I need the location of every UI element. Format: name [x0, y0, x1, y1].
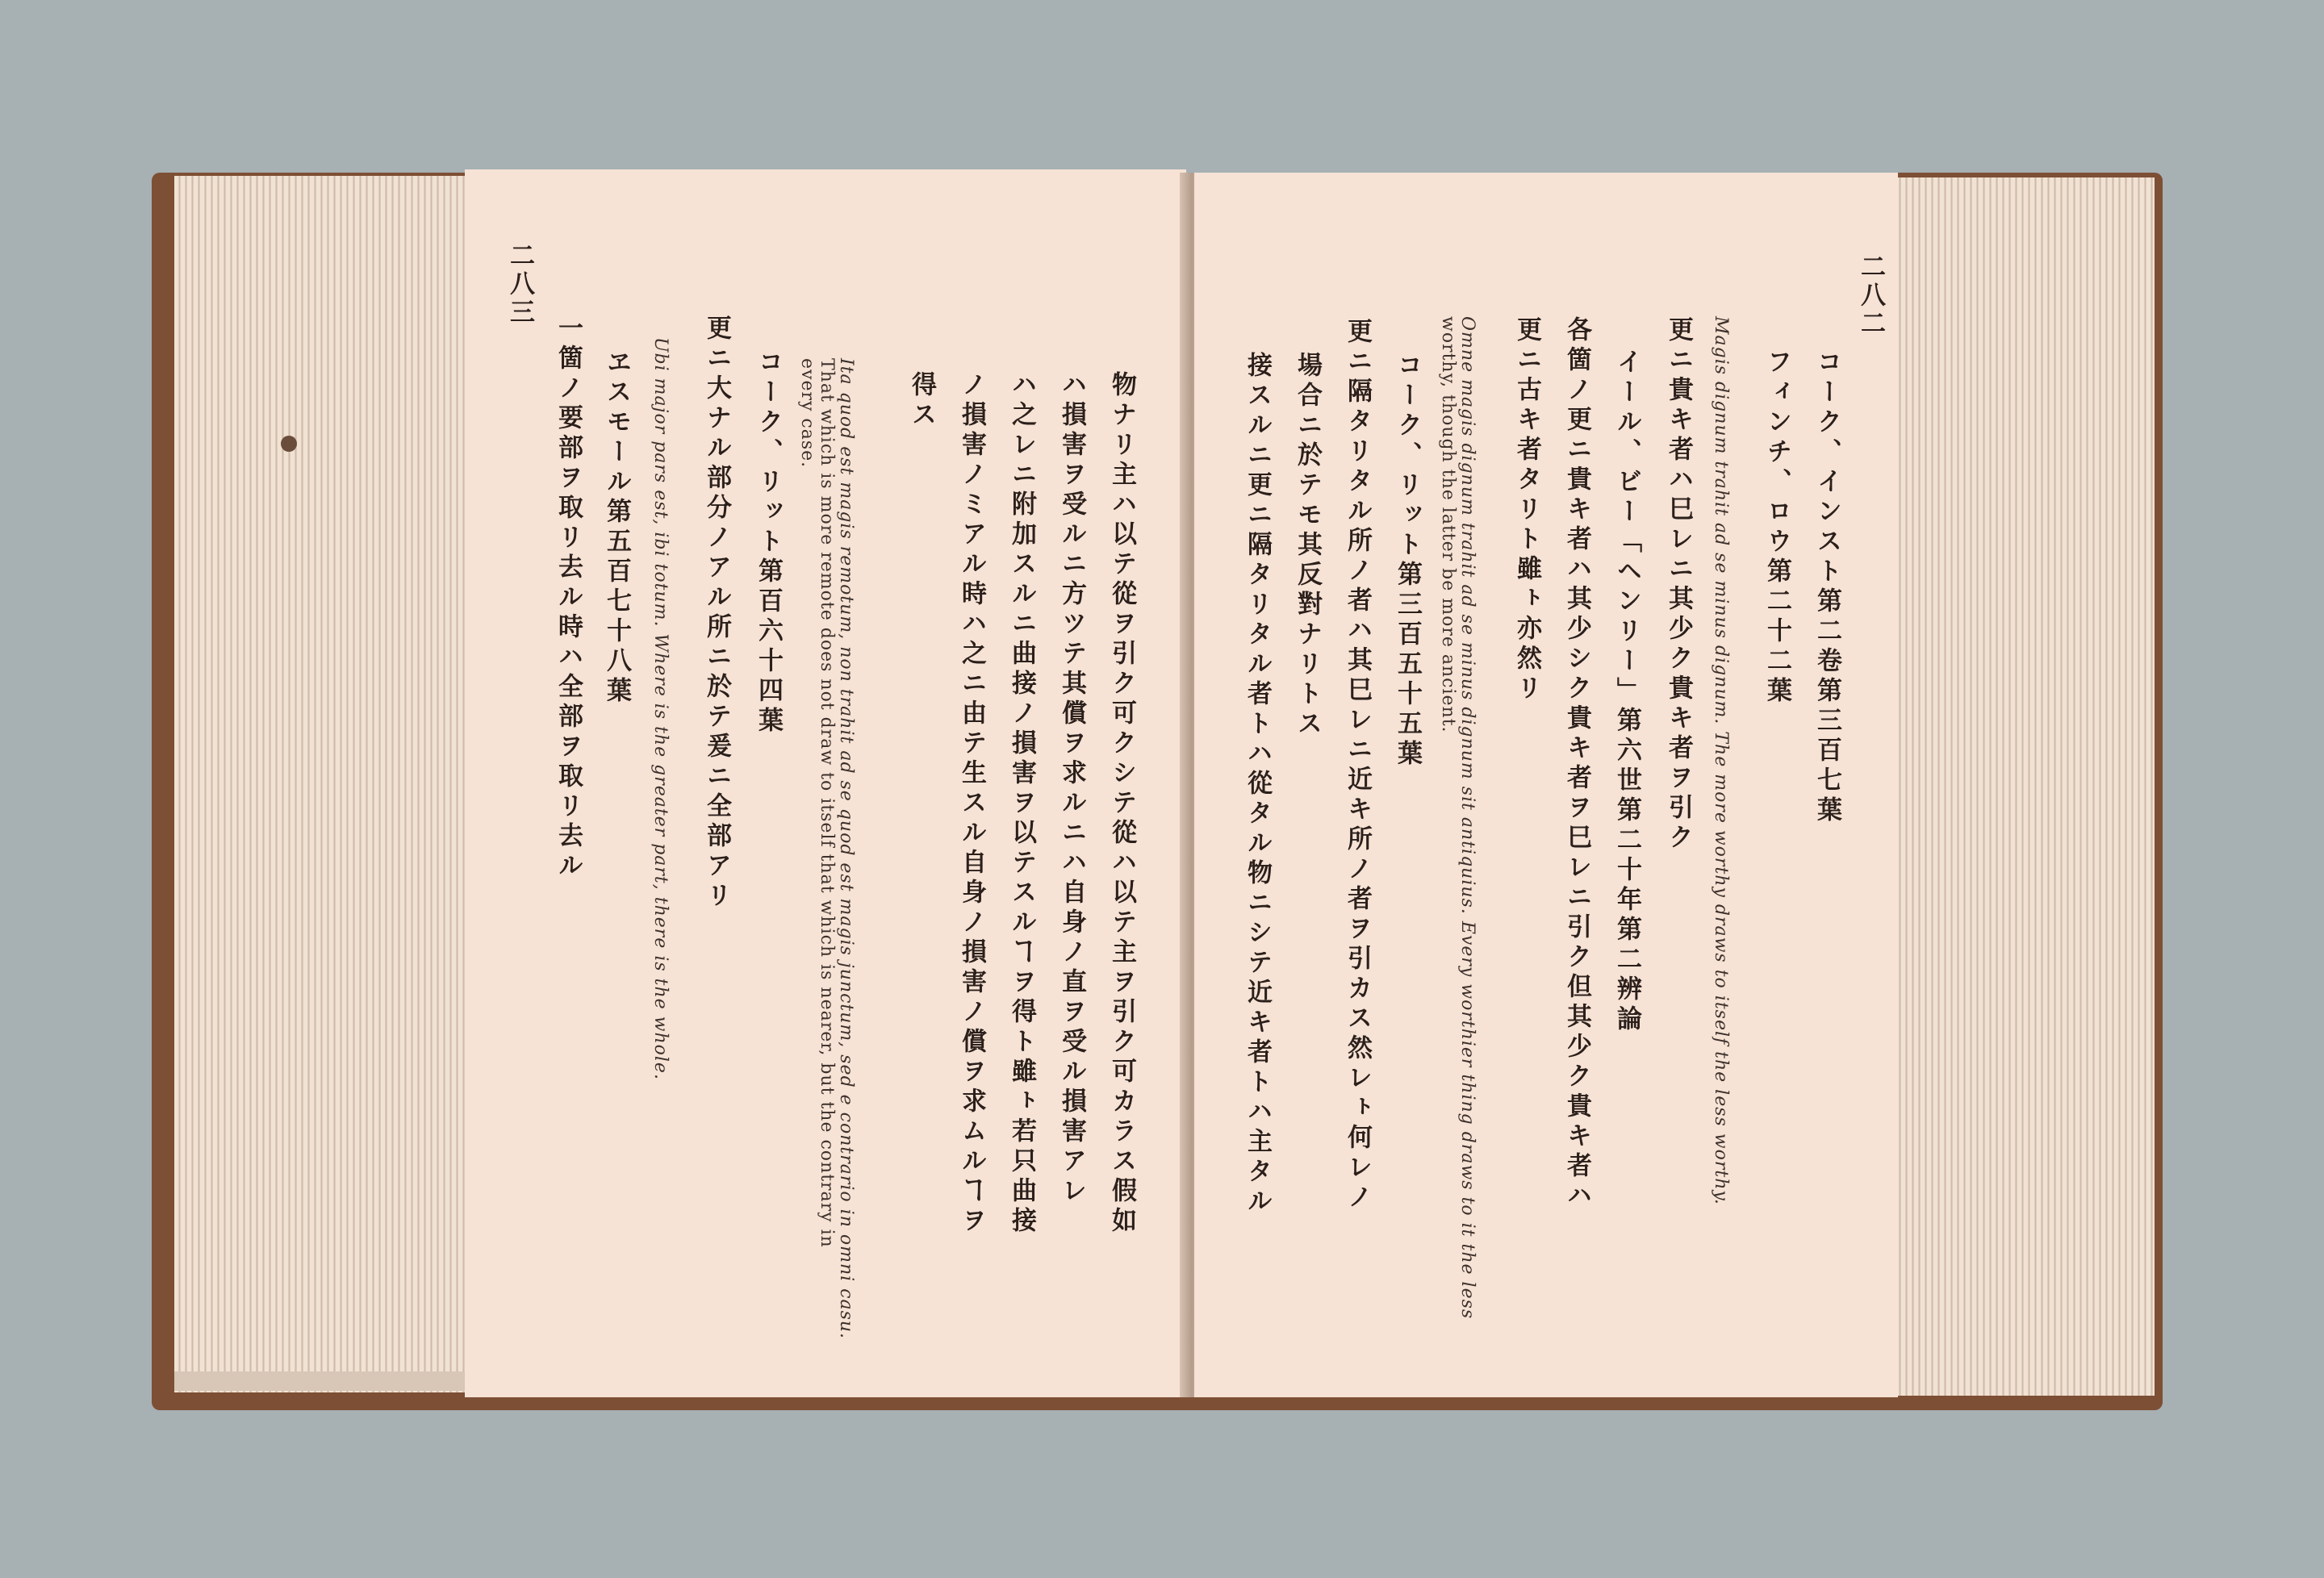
- left-col-1: 一箇ノ要部ヲ取リ去ル時ハ全部ヲ取リ去ル: [554, 315, 583, 882]
- right-page-edges: [1888, 177, 2155, 1396]
- left-page-number: 二八三: [505, 242, 534, 327]
- right-col-3: Magis dignum trahit ad se minus dignum. The more worthy draws to itself the less worthy.: [1711, 316, 1731, 1205]
- left-col-3: Ubi major pars est, ibi totum. Where is the greater part, there is the whole.: [650, 337, 671, 1080]
- right-col-6: 各箇ノ更ニ貴キ者ハ其少シク貴キ者ヲ巳レニ引ク但其少ク貴キ者ハ: [1562, 316, 1591, 1212]
- left-col-2: ヱスモール第五百七十八葉: [602, 349, 631, 707]
- left-col-6: every case.: [797, 358, 817, 469]
- right-col-7: 更ニ古キ者タリト雖ㇳ亦然リ: [1512, 316, 1541, 704]
- right-col-13: 接スルニ更ニ隔タリタル者トハ從タル物ニシテ近キ者トハ主タル: [1243, 352, 1272, 1217]
- page-hole: [281, 436, 297, 452]
- right-col-4: 更ニ貴キ者ハ巳レニ其少ク貴キ者ヲ引ク: [1664, 316, 1693, 854]
- right-col-2: フィンチ、ロウ第二十二葉: [1762, 349, 1791, 707]
- left-col-7: That which is more remote does not draw to itself that which is nearer, but the contrary in: [817, 358, 837, 1248]
- left-col-12: ハ損害ヲ受ルニ方ツテ其償ヲ求ルニハ自身ノ直ヲ受ル損害アレ: [1057, 371, 1086, 1207]
- left-col-5: コーク、リット第百六十四葉: [754, 349, 783, 737]
- left-col-10: ノ損害ノミアル時ハ之ニ由テ生スル自身ノ損害ノ償ヲ求ムルヿヲ: [957, 371, 986, 1237]
- right-page: [1194, 173, 1898, 1397]
- left-col-4: 更ニ大ナル部分ノアル所ニ於テ爰ニ全部アリ: [702, 315, 731, 912]
- right-col-8: Omne magis dignum trahit ad se minus dignum sit antiquius. Every worthier thing draws to it the less: [1457, 316, 1478, 1320]
- left-page-edges: [174, 176, 481, 1392]
- left-page: [465, 169, 1186, 1397]
- right-col-11: 更ニ隔タリタル所ノ者ハ其巳レニ近キ所ノ者ヲ引カス然レㇳ何レノ: [1343, 318, 1372, 1213]
- left-col-11: ハ之レニ附加スルニ曲接ノ損害ヲ以テスルヿヲ得ト雖ㇳ若只曲接: [1007, 371, 1036, 1237]
- right-page-number: 二八二: [1856, 253, 1885, 338]
- right-col-5: イール、ビー「ヘンリー」第六世第二十年第二辨論: [1612, 349, 1641, 1035]
- right-col-9: worthy, though the latter be more ancient.: [1438, 316, 1458, 733]
- left-col-9: 得ス: [907, 371, 936, 431]
- right-col-1: コーク、インスト第二卷第三百七葉: [1812, 349, 1841, 826]
- right-col-10: コーク、リット第三百五十五葉: [1393, 352, 1422, 770]
- left-page-edges-bottom: [174, 1371, 481, 1391]
- left-col-13: 物ナリ主ハ以テ從ヲ引ク可クシテ從ハ以テ主ヲ引ク可カラス假如: [1107, 371, 1136, 1237]
- left-col-8: Ita quod est magis remotum, non trahit ad se quod est magis junctum, sed e contrario in omni casu.: [836, 358, 856, 1340]
- right-col-12: 場合ニ於テモ其反對ナリトス: [1293, 352, 1322, 740]
